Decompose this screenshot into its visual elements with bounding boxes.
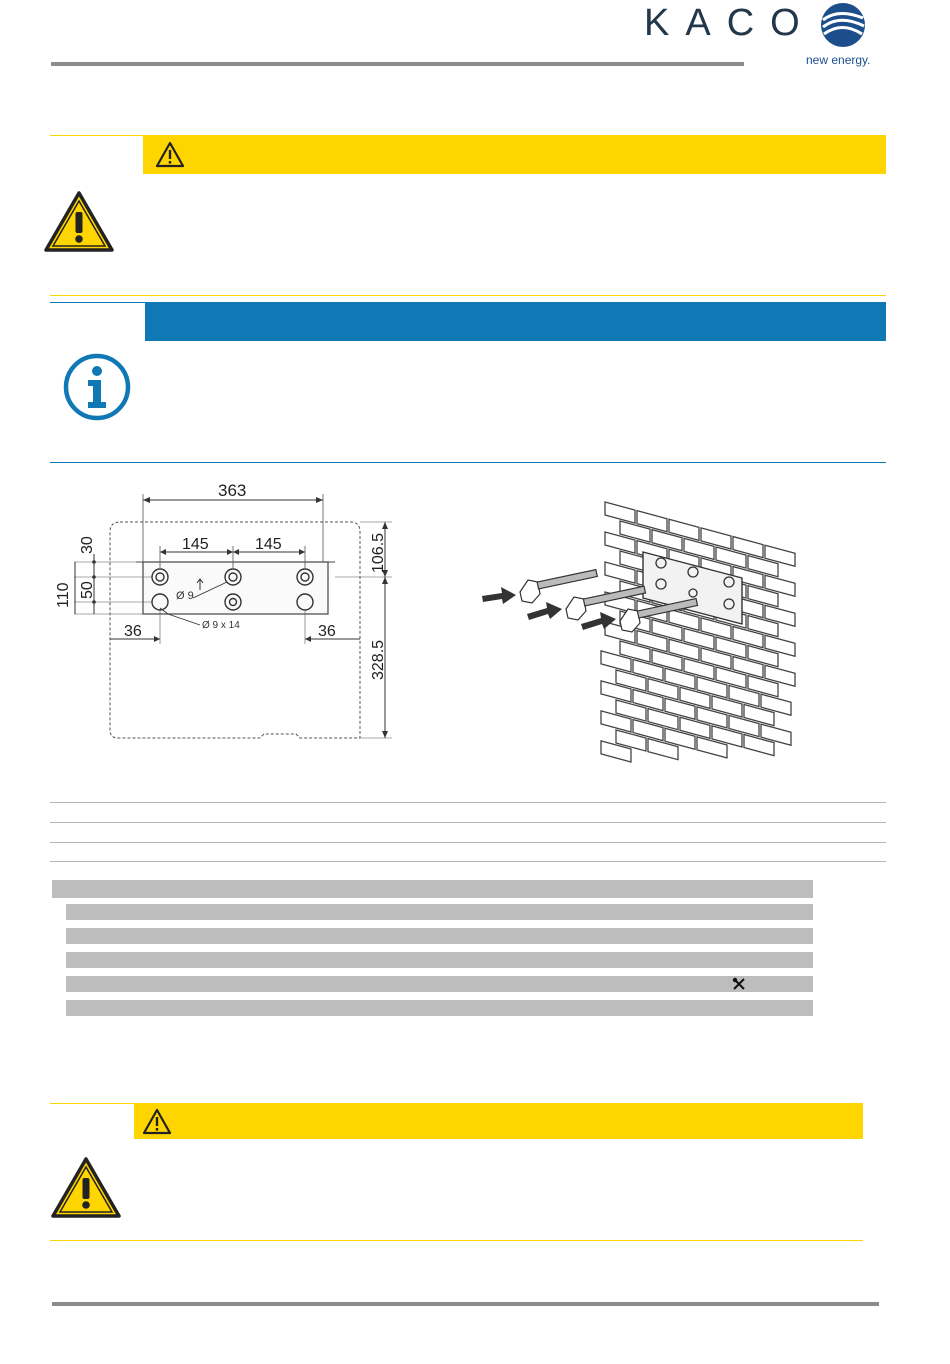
warning-box-2-bottom-rule bbox=[50, 1240, 863, 1241]
dim-right-edge: 36 bbox=[318, 623, 336, 640]
header-rule bbox=[51, 62, 744, 66]
info-circle-icon bbox=[62, 352, 132, 422]
mounting-plate-dimension-drawing bbox=[50, 476, 410, 766]
brand-tagline: new energy. bbox=[806, 53, 871, 67]
step-bar-3 bbox=[66, 952, 813, 968]
footer-rule bbox=[52, 1302, 879, 1306]
dim-right-top: 106.5 bbox=[370, 532, 387, 573]
steps-header-bar bbox=[52, 880, 813, 898]
dim-hole-spacing-right: 145 bbox=[255, 536, 282, 553]
table-rule-4 bbox=[50, 861, 886, 862]
warning-triangle-icon bbox=[142, 1108, 172, 1135]
warning-box-top-rule bbox=[50, 135, 145, 136]
table-rule-3 bbox=[50, 842, 886, 843]
warning-box-bottom-rule bbox=[50, 295, 886, 296]
dim-plate-height: 110 bbox=[55, 582, 72, 608]
step-bar-1 bbox=[66, 904, 813, 920]
warning-triangle-icon bbox=[155, 141, 185, 168]
brand-logo-text: KACO bbox=[644, 2, 816, 44]
insert-direction-arrows bbox=[482, 587, 616, 630]
wrench-screwdriver-icon bbox=[732, 977, 746, 991]
table-rule-1 bbox=[50, 802, 886, 803]
hole-diameter-label: Ø 9 bbox=[176, 590, 194, 602]
step-bar-2 bbox=[66, 928, 813, 944]
dim-hole-vertical: 50 bbox=[79, 581, 96, 599]
brand-logo-swirl-icon bbox=[818, 0, 868, 50]
warning-triangle-icon bbox=[50, 1156, 122, 1220]
warning-box-2-top-rule bbox=[50, 1103, 136, 1104]
info-header-bar bbox=[145, 302, 886, 341]
info-box-top-rule bbox=[50, 302, 145, 303]
info-box-bottom-rule bbox=[50, 462, 886, 463]
warning-header-bar bbox=[143, 135, 886, 174]
warning-header-bar-2 bbox=[134, 1103, 863, 1139]
table-rule-2 bbox=[50, 822, 886, 823]
slot-size-label: Ø 9 x 14 bbox=[202, 620, 240, 631]
step-bar-4 bbox=[66, 976, 813, 992]
warning-triangle-icon bbox=[43, 190, 115, 254]
dim-hole-spacing-left: 145 bbox=[182, 536, 209, 553]
wall-mounting-illustration bbox=[480, 496, 810, 768]
dim-left-edge: 36 bbox=[124, 623, 142, 640]
step-bar-5 bbox=[66, 1000, 813, 1016]
dim-overall-width: 363 bbox=[218, 481, 247, 500]
dim-top-offset: 30 bbox=[79, 536, 96, 554]
brick bbox=[605, 502, 635, 523]
dim-right-bottom: 328.5 bbox=[370, 639, 387, 680]
